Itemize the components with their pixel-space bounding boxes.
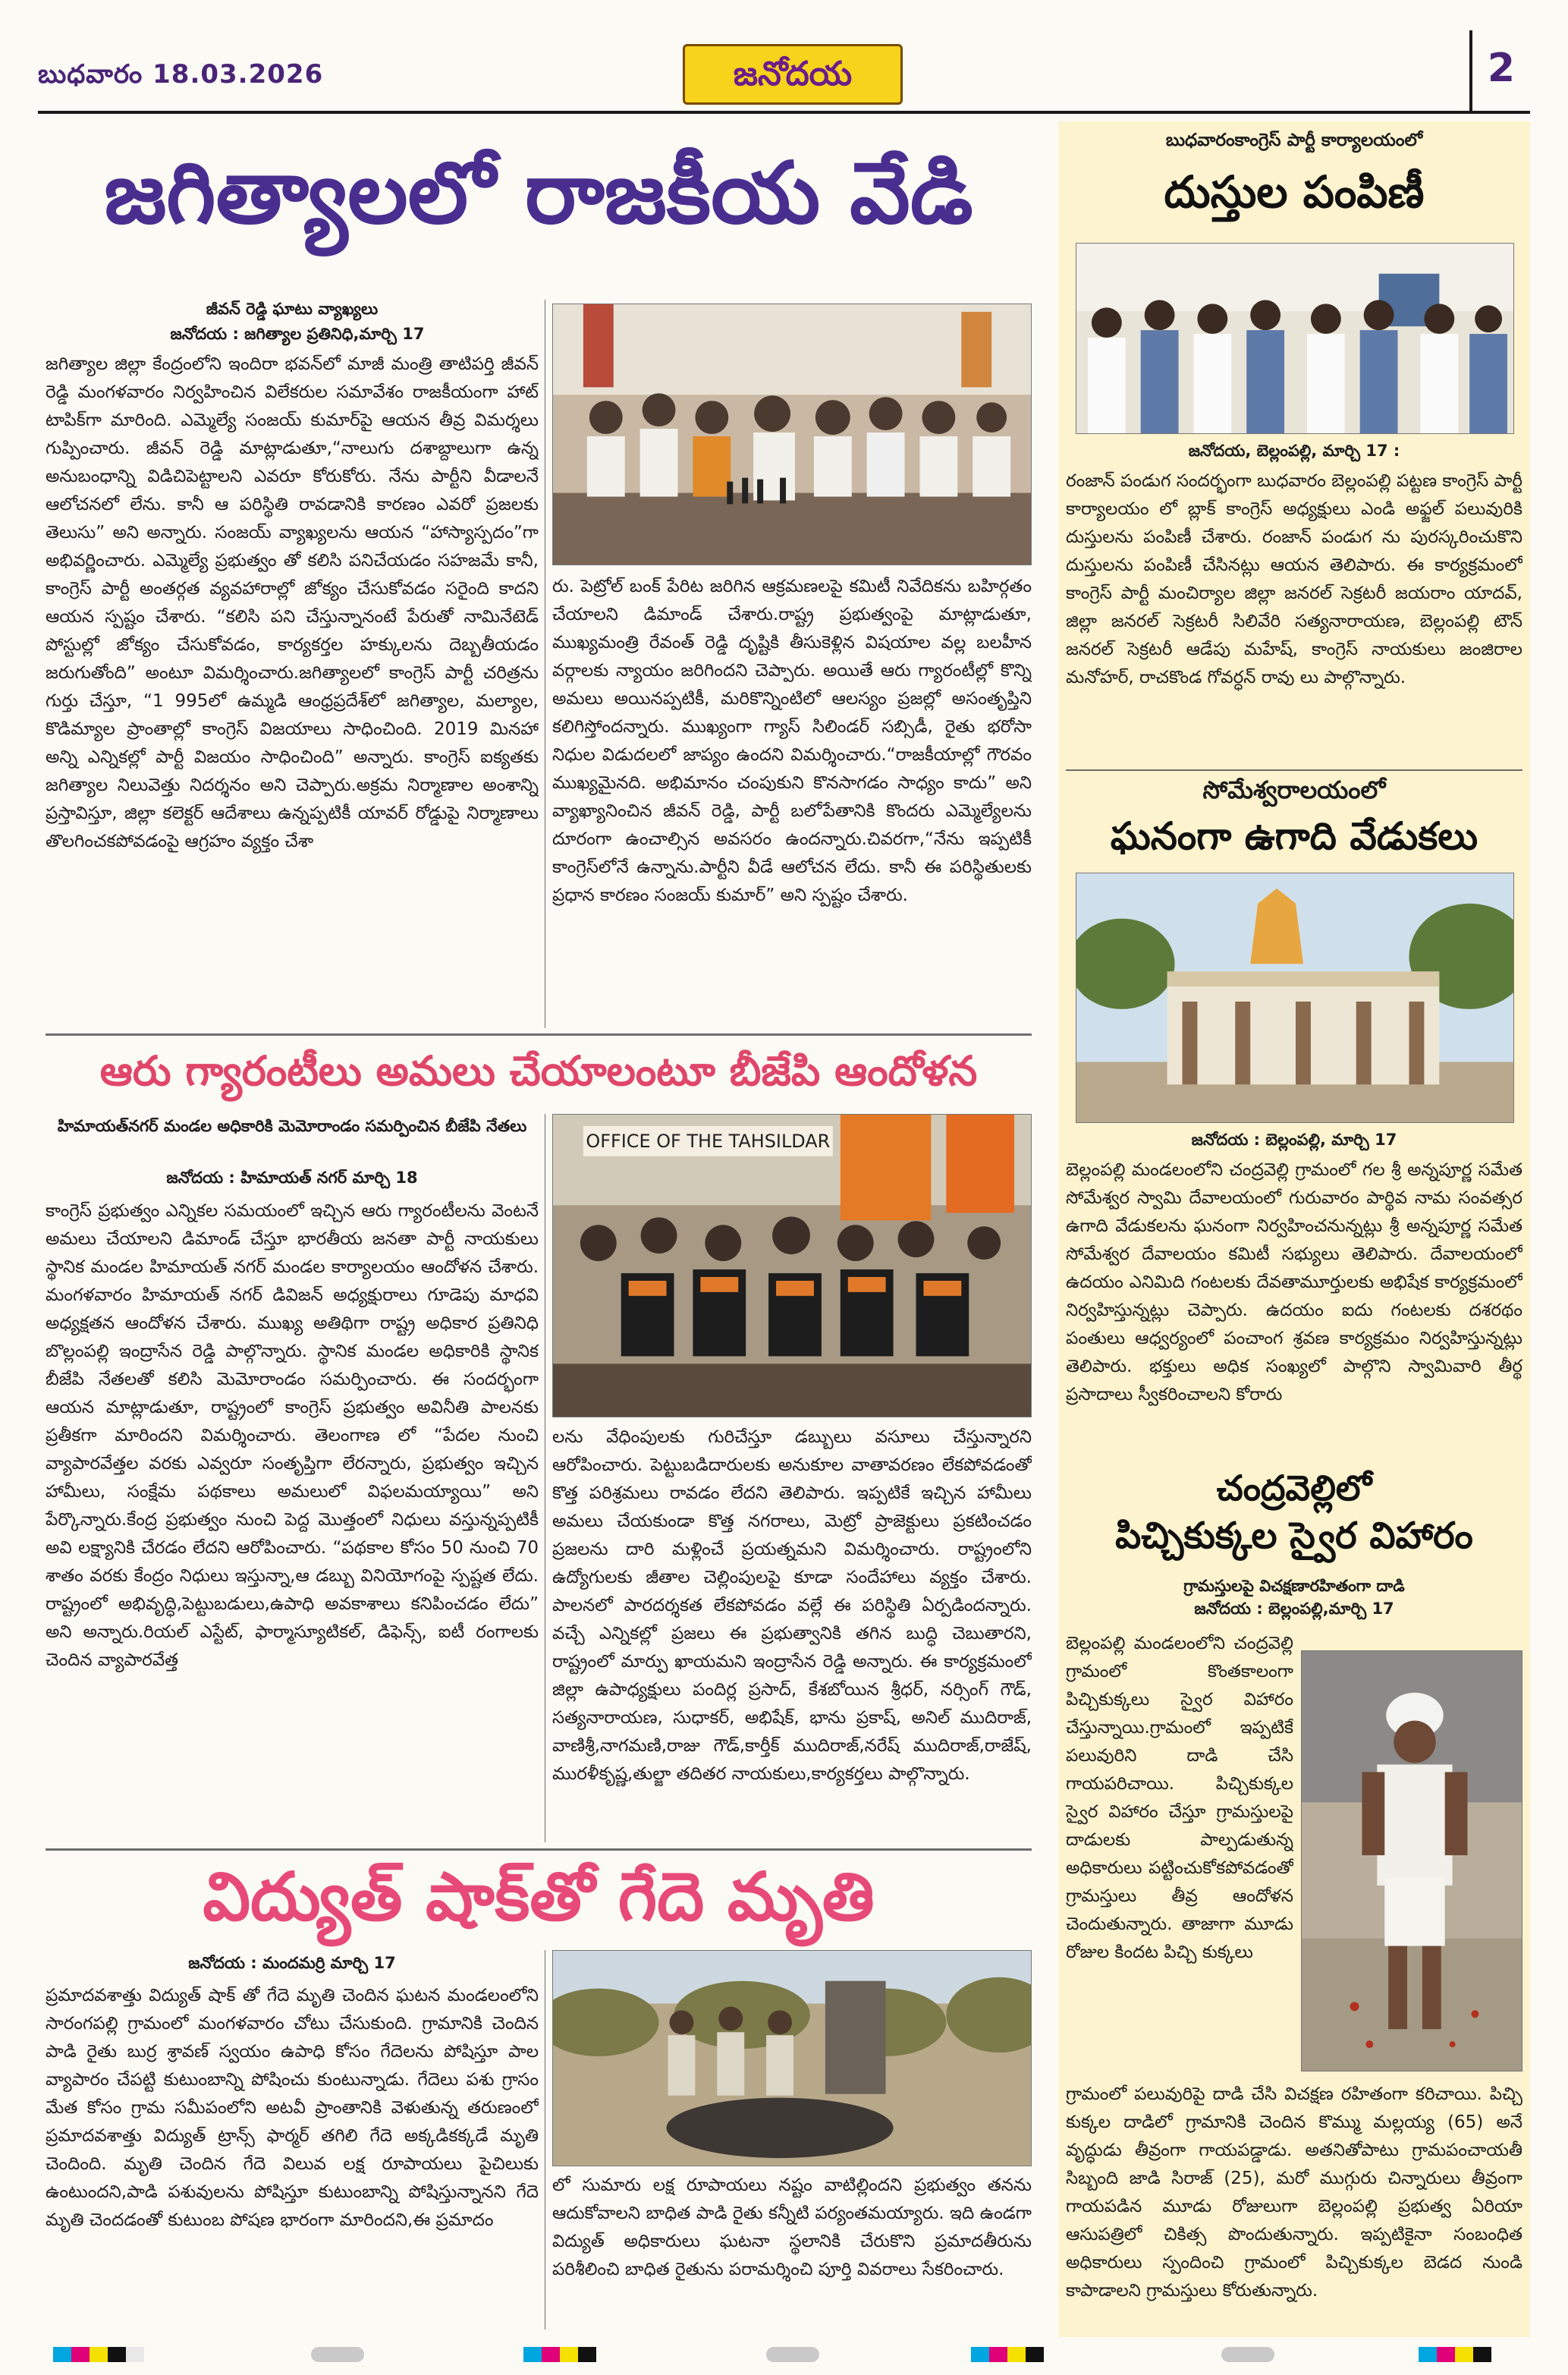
logo-text: జనోదయ — [733, 55, 853, 93]
story2-body-col2: లను వేధింపులకు గురిచేస్తూ డబ్బులు వసూలు చేస్తున్నారని ఆరోపించారు. పెట్టుబడిదారులకు అనుకూల వాతావరణం లేకపోవడంతో కొత్త పరిశ్రమలు రావడం లేదని తెలిపారు. ఇప్పటికే ఇచ్చిన హామీలు అమలు చేయకుండా కొత్త నగరాలు, మెట్రో ప్రాజెక్టులు ప్రకటించడం ప్రజలను దారి మళ్లించే ప్రయత్నమని విమర్శించారు. రాష్ట్రంలోని ఉద్యోగులకు జీతాల చెల్లింపులపై కూడా సందేహాలు వ్యక్తం చేశారు. పాలనలో పారదర్శకత లేకపోవడం వల్లే ఈ పరిస్థితి ఏర్పడిందన్నారు. వచ్చే ఎన్నికల్లో ప్రజలు ఈ ప్రభుత్వానికి తగిన బుద్ధి చెబుతారని, రాష్ట్రంలో మార్పు ఖాయమని ఇంద్రాసేన రెడ్డి అన్నారు. ఈ కార్యక్రమంలో జిల్లా ఉపాధ్యక్షులు పందిర్ల ప్రసాద్, కేశబోయిన శ్రీధర్, నర్సింగ్ గౌడ్, సత్యనారాయణ, సుధాకర్, అభిషేక్, భాను ప్రకాష్, అనిల్ ముదిరాజ్, వాణిశ్రీ,నాగమణి,రాజు గౌడ్,కార్తీక్ ముదిరాజ్,నరేష్ ముదిరాజ్,రాజేష్, మురళీకృష్ణ,తుల్జా తదితర నాయకులు,కార్యకర్తలు పాల్గొన్నారు. — [552, 1427, 1032, 1784]
side3-kicker: చంద్రవెల్లిలో — [1216, 1467, 1372, 1508]
side3-photo — [1301, 1650, 1522, 2071]
story1-body-col2: రు. పెట్రోల్ బంక్ పేరిట జరిగిన ఆక్రమణలపై కమిటీ నివేదికను బహిర్గతం చేయాలని డిమాండ్ చేశారు.రాష్ట్ర ప్రభుత్వంపై మాట్లాడుతూ, ముఖ్యమంత్రి రేవంత్ రెడ్డి దృష్టికి తీసుకెళ్లిన విషయాల వల్ల బలహీన వర్గాలకు న్యాయం జరిగిందని చెప్పారు. అయితే ఆరు గ్యారంటీల్లో కొన్ని అమలు అయినప్పటికీ, మరికొన్నింటిలో ఆలస్యం ప్రజల్లో అసంతృప్తిని కలిగిస్తోందన్నారు. ముఖ్యంగా గ్యాస్ సిలిండర్ సబ్సిడీ, రైతు భరోసా నిధుల విడుదలలో జాప్యం ఉందని విమర్శించారు.“రాజకీయాల్లో గౌరవం ముఖ్యమైనది. అభిమానం చంపుకుని కొనసాగడం సాధ్యం కాదు” అని వ్యాఖ్యానించిన జీవన్ రెడ్డి, పార్టీ బలోపేతానికి కొందరు ఎమ్మెల్యేలను దూరంగా ఉంచాల్సిన అవసరం ఉందన్నారు.చివరగా,“నేను ఇప్పటికీ కాంగ్రెస్‌లోనే ఉన్నాను.పార్టీని వీడే ఆలోచన లేదు. కానీ ఈ పరిస్థితులకు ప్రధాన కారణం సంజయ్ కుమార్” అని స్పష్టం చేశారు. — [552, 577, 1032, 905]
story3-body-col2: లో సుమారు లక్ష రూపాయలు నష్టం వాటిల్లిందని ప్రభుత్వం తనను ఆదుకోవాలని బాధిత పాడి రైతు కన్నీటి పర్యంతమయ్యారు. ఇది ఉండగా విద్యుత్ అధికారులు ఘటనా స్థలానికి చేరుకొని ప్రమాదతీరును పరిశీలించి బాధిత రైతును పరామర్శించి పూర్తి వివరాలు సేకరించారు. — [552, 2175, 1032, 2279]
story1-dateline: జనోదయ : జగిత్యాల ప్రతినిధి,మార్చి 17 — [170, 325, 425, 343]
side1-headline: దుస్తుల పంపిణీ — [1164, 166, 1425, 218]
issue-date: బుధవారం 18.03.2026 — [38, 59, 324, 90]
side2-dateline: జనోదయ : బెల్లంపల్లి, మార్చి 17 — [1191, 1131, 1397, 1149]
print-registration-bar — [38, 2341, 1530, 2365]
side3-subkicker: గ్రామస్తులపై విచక్షణారహితంగా దాడి — [1183, 1577, 1405, 1595]
story1-body-col1: జగిత్యాల జిల్లా కేంద్రంలోని ఇందిరా భవన్‌లో మాజీ మంత్రి తాటిపర్తి జీవన్ రెడ్డి మంగళవారం నిర్వహించిన విలేకరుల సమావేశం రాజకీయంగా హాట్ టాపిక్‌గా మారింది. ఎమ్మెల్యే సంజయ్ కుమార్‌పై ఆయన తీవ్ర విమర్శలు గుప్పించారు. జీవన్ రెడ్డి మాట్లాడుతూ,“నాలుగు దశాబ్దాలుగా ఉన్న అనుబంధాన్ని విడిచిపెట్టాలని ఎవరూ కోరుకోరు. నేను పార్టీని వీడాలనే ఆలోచనలో లేను. కానీ ఆ పరిస్థితి రావడానికి కారణం ఎవరో ప్రజలకు తెలుసు” అని అన్నారు. సంజయ్ వ్యాఖ్యలను ఆయన “హాస్యాస్పదం”గా అభివర్ణించారు. ఎమ్మెల్యే ప్రభుత్వం తో కలిసి పనిచేయడం సహజమే కానీ, కాంగ్రెస్ పార్టీ అంతర్గత వ్యవహారాల్లో జోక్యం చేసుకోవడం సరైంది కాదని ఆయన స్పష్టం చేశారు. “కలిసి పని చేస్తున్నానంటే పేరుతో నామినేటెడ్ పోస్టుల్లో జోక్యం చేసుకోవడం, కార్యకర్తల హక్కులను దెబ్బతీయడం జరుగుతోంది” అంటూ విమర్శించారు.జగిత్యాలలో కాంగ్రెస్ పార్టీ చరిత్రను గుర్తు చేస్తూ, “1 995లో ఉమ్మడి ఆంధ్రప్రదేశ్‌లో జగిత్యాల, మల్యాల, కొడిమ్యాల ప్రాంతాల్లో కాంగ్రెస్ విజయాలు సాధించింది. 2019 మినహా అన్ని ఎన్నికల్లో పార్టీ విజయం సాధించింది” అన్నారు. కాంగ్రెస్ ఐక్యతకు జగిత్యాల నిలువెత్తు నిదర్శనం అని చెప్పారు.అక్రమ నిర్మాణాల అంశాన్ని ప్రస్తావిస్తూ, జిల్లా కలెక్టర్ ఆదేశాలు ఉన్నప్పటికీ యావర్ రోడ్డుపై నిర్మాణాలు తొలగించకపోవడంపై ఆగ్రహం వ్యక్తం చేశా — [46, 354, 539, 851]
sidebar-divider — [1066, 769, 1522, 771]
story3-dateline: జనోదయ : మందమర్రి మార్చి 17 — [188, 1954, 396, 1972]
story2-headline: ఆరు గ్యారంటీలు అమలు చేయాలంటూ బీజేపి ఆందోళన — [99, 1047, 978, 1095]
side1-dateline: జనోదయ, బెల్లంపల్లి, మార్చి 17 : — [1188, 442, 1400, 460]
tahsildar-sign-text: OFFICE OF THE TAHSILDAR — [586, 1130, 831, 1152]
page-number: 2 — [1469, 30, 1530, 111]
side1-kicker: బుధవారంకాంగ్రెస్ పార్టీ కార్యాలయంలో — [1165, 131, 1423, 150]
story2-photo — [552, 1114, 1032, 1417]
side1-body: రంజాన్ పండుగ సందర్భంగా బుధవారం బెల్లంపల్లి పట్టణ కాంగ్రెస్ పార్టీ కార్యాలయం లో బ్లాక్ కాంగ్రెస్ అధ్యక్షులు ఎండి అఫ్జల్ పలువురికి దుస్తులను పంపిణీ చేశారు. రంజాన్ పండుగ ను పురస్కరించుకొని దుస్తులను పంపిణీ చేసినట్లు ఆయన తెలిపారు. ఈ కార్యక్రమంలో కాంగ్రెస్ పార్టీ మంచిర్యాల జిల్లా జనరల్ సెక్రటరీ జయరాం యాదవ్, జిల్లా జనరల్ సెక్రటరీ సిలివేరి సత్యనారాయణ, బెల్లంపల్లి టౌన్ జనరల్ సెక్రటరీ ఆడేపు మహేష్, కాంగ్రెస్ నాయకులు జంజిరాల మనోహర్, రాచకొండ గోవర్ధన్ రావు లు పాల్గొన్నారు. — [1066, 471, 1522, 687]
story2-body-col1: కాంగ్రెస్ ప్రభుత్వం ఎన్నికల సమయంలో ఇచ్చిన ఆరు గ్యారంటీలను వెంటనే అమలు చేయాలని డిమాండ్ చేస్తూ భారతీయ జనతా పార్టీ నాయకులు స్థానిక మండల హిమాయత్ నగర్ మండల కార్యాలయం ఆందోళన చేశారు. మంగళవారం హిమాయత్ నగర్ డివిజన్ అధ్యక్షురాలు గూడెపు మాధవి అధ్యక్షతన ఆందోళన చేశారు. ముఖ్య అతిథిగా రాష్ట్ర అధికార ప్రతినిధి బొల్లంపల్లి ఇంద్రాసేన రెడ్డి పాల్గొన్నారు. స్థానిక మండల అధికారికి స్థానిక బీజేపి నేతలతో కలిసి మెమోరాండం సమర్పించారు. ఈ సందర్భంగా ఆయన మాట్లాడుతూ, రాష్ట్రంలో కాంగ్రెస్ ప్రభుత్వం అవినీతి పాలనకు ప్రతీకగా మారిందని విమర్శించారు. తెలంగాణ లో “పేదల నుంచి వ్యాపారవేత్తల వరకు ఎవ్వరూ సంతృప్తిగా లేరన్నారు, ప్రభుత్వం ఇచ్చిన హామీలు, సంక్షేమ పథకాలు అమలులో విఫలమయ్యాయి” అని పేర్కొన్నారు.కేంద్ర ప్రభుత్వం నుంచి పెద్ద మొత్తంలో నిధులు వస్తున్నప్పటికీ అవి లక్ష్యానికి చేరడం లేదని ఆరోపించారు. “పథకాల కోసం 50 నుంచి 70 శాతం వరకు కేంద్రం నిధులు ఇస్తున్నా,ఆ డబ్బు వినియోగంపై స్పష్టత లేదు. రాష్ట్రంలో అభివృద్ధి,పెట్టుబడులు,ఉపాధి అవకాశాలు కనిపించడం లేదు” అని అన్నారు.రియల్ ఎస్టేట్, ఫార్మాస్యూటికల్, డిఫెన్స్, ఐటీ రంగాలకు చెందిన వ్యాపారవేత్త — [46, 1201, 539, 1670]
side2-kicker: సోమేశ్వరాలయంలో — [1202, 775, 1386, 804]
side3-headline: పిచ్చికుక్కల స్వైర విహారం — [1115, 1515, 1473, 1557]
story2-kicker: హిమాయత్‌నగర్ మండల అధికారికి మెమోరాండం సమర్పించిన బీజేపి నేతలు — [57, 1117, 527, 1135]
story1-photo — [552, 304, 1032, 565]
story2-dateline: జనోదయ : హిమాయత్ నగర్ మార్చి 18 — [166, 1169, 418, 1187]
side2-headline: ఘనంగా ఉగాది వేడుకలు — [1110, 814, 1478, 858]
masthead — [38, 30, 1530, 114]
story1-headline: జగిత్యాలలో రాజకీయ వేడి — [104, 144, 973, 243]
side2-body: బెల్లంపల్లి మండలంలోని చంద్రవెల్లి గ్రామంలో గల శ్రీ అన్నపూర్ణ సమేత సోమేశ్వర స్వామి దేవాలయంలో గురువారం పార్థివ నామ సంవత్సర ఉగాది వేడుకలను ఘనంగా నిర్వహించనున్నట్లు శ్రీ అన్నపూర్ణ సమేత సోమేశ్వర దేవాలయం కమిటీ సభ్యులు తెలిపారు. దేవాలయంలో ఉదయం ఎనిమిది గంటలకు దేవతామూర్తులకు అభిషేక కార్యక్రమంలో నిర్వహిస్తున్నట్లు చెప్పారు. ఉదయం ఐదు గంటలకు దశరథం పంతులు ఆధ్వర్యంలో పంచాంగ శ్రవణ కార్యక్రమం నిర్వహిస్తున్నట్లు తెలిపారు. భక్తులు అధిక సంఖ్యలో పాల్గొని స్వామివారి తీర్థ ప్రసాదాలు స్వీకరించాలని కోరారు — [1066, 1160, 1522, 1405]
section-divider — [46, 1033, 1032, 1036]
side2-photo — [1076, 873, 1514, 1123]
side3-dateline: జనోదయ : బెల్లంపల్లి,మార్చి 17 — [1194, 1600, 1394, 1618]
side3-body-wide: గ్రామంలో పలువురిపై దాడి చేసి విచక్షణ రహితంగా కరిచాయి. పిచ్చి కుక్కల దాడిలో గ్రామానికి చెందిన కొమ్ము మల్లయ్య (65) అనే వృద్ధుడు తీవ్రంగా గాయపడ్డాడు. అతనితోపాటు గ్రామపంచాయతీ సిబ్బంది జాడి సిరాజ్ (25), మరో ముగ్గురు చిన్నారులు తీవ్రంగా గాయపడిన మూడు రోజులుగా బెల్లంపల్లి ప్రభుత్వ ఏరియా ఆసుపత్రిలో చికిత్స పొందుతున్నారు. ఇప్పటికైనా సంబంధిత అధికారులు స్పందించి గ్రామంలో పిచ్చికుక్కల బెడద నుండి కాపాడాలని గ్రామస్తులు కోరుతున్నారు. — [1066, 2084, 1522, 2301]
story3-headline: విద్యుత్ షాక్‌తో గేదె మృతి — [203, 1858, 875, 1936]
side3-body-narrow: బెల్లంపల్లి మండలంలోని చంద్రవెల్లి గ్రామంలో కొంతకాలంగా పిచ్చికుక్కలు స్వైర విహారం చేస్తున్నాయి.గ్రామంలో ఇప్పటికే పలువురిని దాడి చేసి గాయపరిచాయి. పిచ్చికుక్కల స్వైర విహారం చేస్తూ గ్రామస్తులపై దాడులకు పాల్పడుతున్న అధికారులు పట్టించుకోకపోవడంతో గ్రామస్తులు తీవ్ర ఆందోళన చెందుతున్నారు. తాజాగా మూడు రోజుల కిందట పిచ్చి కుక్కలు — [1066, 1634, 1293, 1962]
side1-photo — [1076, 243, 1514, 434]
story3-photo — [552, 1950, 1032, 2166]
newspaper-logo — [683, 44, 903, 105]
section-divider — [46, 1848, 1032, 1851]
story3-body-col1: ప్రమాదవశాత్తు విద్యుత్ షాక్ తో గేదె మృతి చెందిన ఘటన మండలంలోని సారంగపల్లి గ్రామంలో మంగళవారం చోటు చేసుకుంది. గ్రామానికి చెందిన పాడి రైతు బుర్ర శ్రావణ్ స్వయం ఉపాధి కోసం గేదెలను పోషిస్తూ పాల వ్యాపారం చేపట్టి కుటుంబాన్ని పోషించు కుంటున్నాడు. గేదెలు పశు గ్రాసం మేత కోసం గ్రామ సమీపంలోని అటవీ ప్రాంతానికి వెళుతున్న తరుణంలో ప్రమాదవశాత్తు విద్యుత్ ట్రాన్స్ ఫార్మర్ తగిలి గేదె అక్కడికక్కడే మృతి చెందింది. మృతి చెందిన గేదె విలువ లక్ష రూపాయలు పైచిలుకు ఉంటుందని,పాడి పశువులను పోషిస్తూ కుటుంబాన్ని పోషిస్తున్నానని గేదె మృతి చెందడంతో కుటుంబ పోషణ భారంగా మారిందని,ఈ ప్రమాదం — [46, 1986, 539, 2230]
story1-kicker: జీవన్ రెడ్డి ఘాటు వ్యాఖ్యలు — [206, 300, 379, 318]
